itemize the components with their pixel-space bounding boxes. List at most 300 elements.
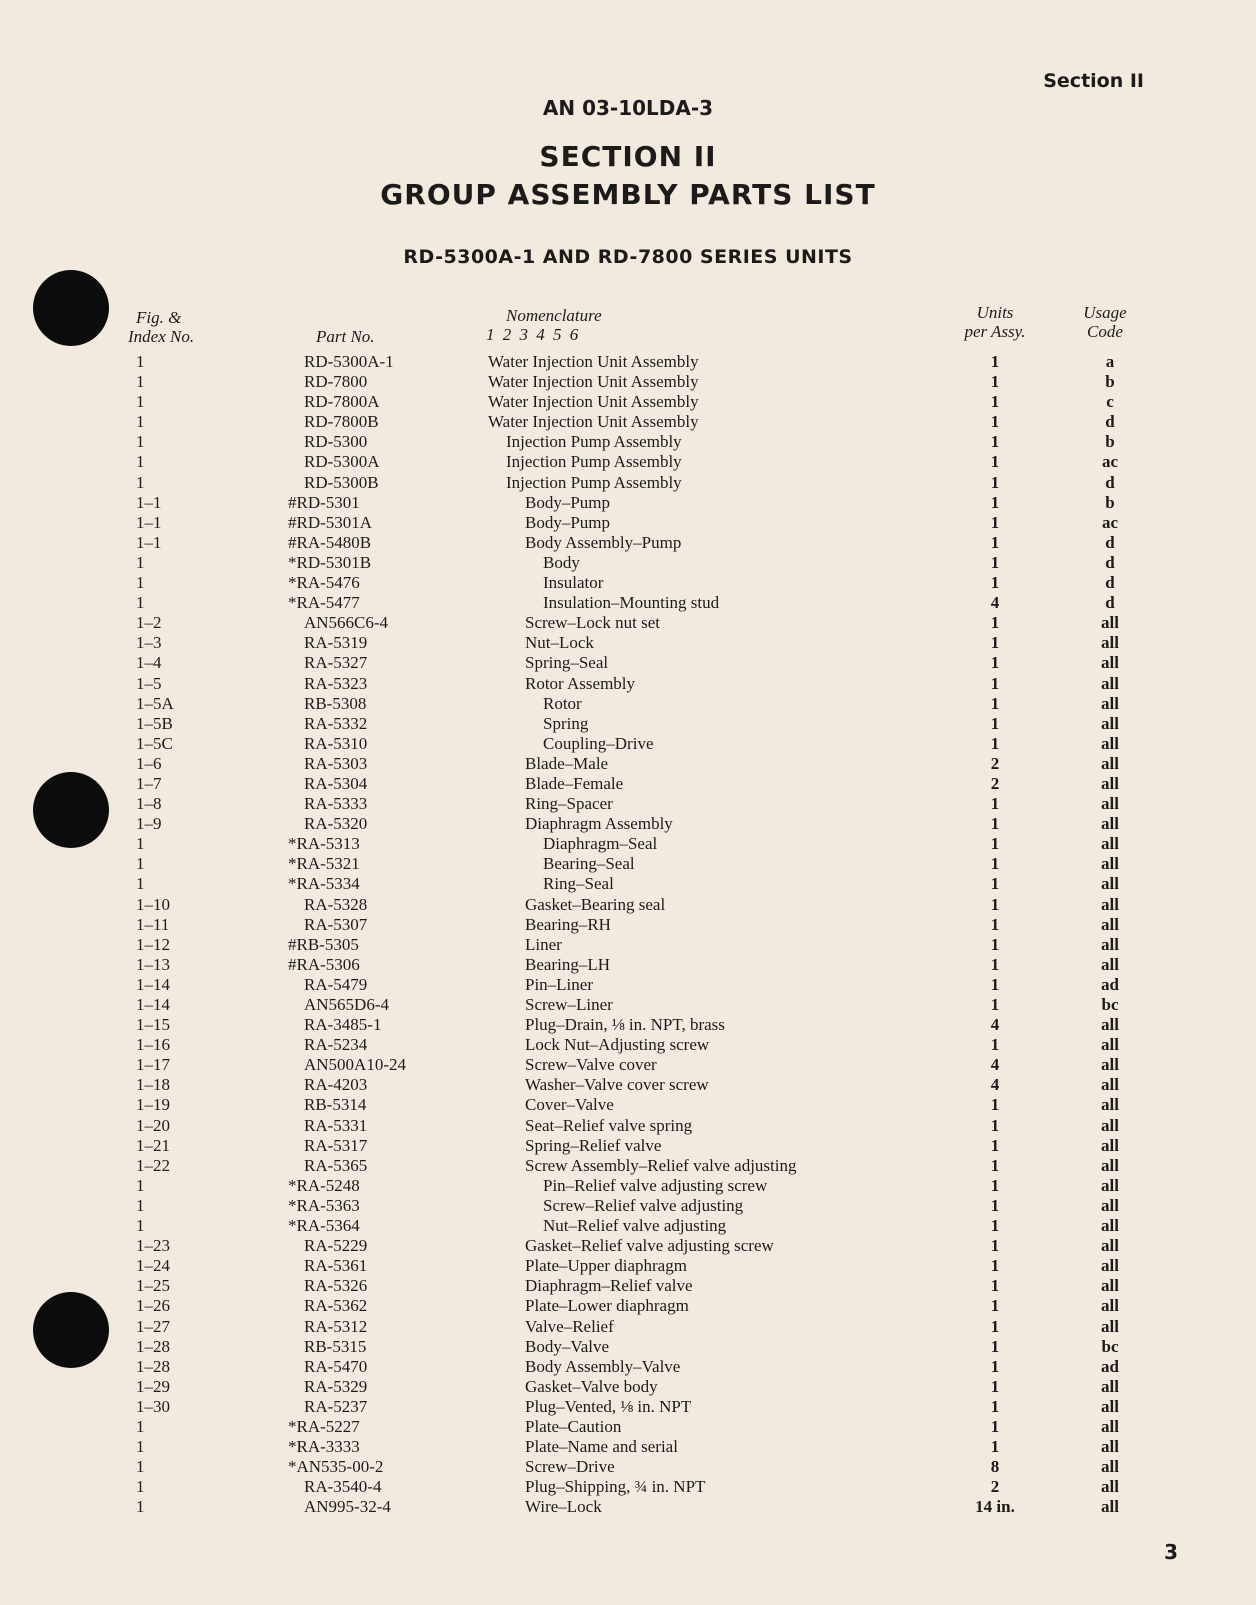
index-number: 1–13 — [136, 954, 170, 974]
index-number: 1–23 — [136, 1236, 170, 1256]
usage-code: all — [1101, 1015, 1119, 1035]
nomenclature: Valve–Relief — [525, 1316, 614, 1336]
units-per-assembly: 1 — [990, 1236, 1000, 1256]
usage-code: d — [1105, 552, 1115, 572]
index-number: 1–25 — [136, 1276, 170, 1296]
usage-code: all — [1101, 914, 1119, 934]
units-per-assembly: 1 — [990, 1316, 1000, 1336]
nomenclature: Body–Pump — [525, 492, 611, 512]
usage-code: all — [1101, 1115, 1119, 1135]
part-number: RA-4203 — [304, 1075, 368, 1095]
units-per-assembly: 1 — [990, 894, 1000, 914]
nomenclature: Body — [543, 552, 580, 572]
index-number: 1 — [136, 412, 145, 432]
nomenclature: Washer–Valve cover screw — [525, 1075, 709, 1095]
units-per-assembly: 1 — [990, 733, 1000, 753]
part-number: *RA-5364 — [288, 1216, 360, 1236]
column-header-units — [955, 303, 1035, 341]
nomenclature: Body–Pump — [525, 512, 611, 532]
usage-code: all — [1101, 613, 1119, 633]
units-per-assembly: 8 — [990, 1457, 1000, 1477]
nomenclature: Insulation–Mounting stud — [543, 593, 720, 613]
units-per-assembly: 1 — [990, 412, 1000, 432]
usage-code: all — [1101, 1457, 1119, 1477]
part-number: RA-5304 — [304, 773, 368, 793]
index-number: 1 — [136, 452, 145, 472]
usage-code: bc — [1101, 1336, 1119, 1356]
units-per-assembly: 1 — [990, 432, 1000, 452]
units-per-assembly: 1 — [990, 532, 1000, 552]
nomenclature: Plate–Name and serial — [525, 1437, 678, 1457]
table-row — [0, 955, 1256, 975]
units-per-assembly: 1 — [990, 693, 1000, 713]
part-number: RA-5320 — [304, 814, 368, 834]
table-row — [0, 1196, 1256, 1216]
nomenclature: Bearing–RH — [525, 914, 611, 934]
units-per-assembly: 4 — [990, 1055, 1000, 1075]
table-row — [0, 1116, 1256, 1136]
usage-code: all — [1101, 874, 1119, 894]
usage-code: all — [1101, 1396, 1119, 1416]
index-number: 1–22 — [136, 1155, 170, 1175]
table-row — [0, 1477, 1256, 1497]
nomenclature: Plug–Drain, ⅛ in. NPT, brass — [525, 1015, 725, 1035]
index-number: 1 — [136, 1175, 145, 1195]
index-number: 1–29 — [136, 1376, 170, 1396]
table-row — [0, 1357, 1256, 1377]
table-row — [0, 613, 1256, 633]
usage-code: all — [1101, 1236, 1119, 1256]
units-per-assembly: 2 — [990, 753, 1000, 773]
usage-code: all — [1101, 1155, 1119, 1175]
part-number: #RA-5306 — [288, 954, 360, 974]
part-number: RA-5310 — [304, 733, 368, 753]
part-number: RA-5331 — [304, 1115, 368, 1135]
nomenclature: Screw–Liner — [525, 995, 613, 1014]
table-row — [0, 1216, 1256, 1236]
usage-code: all — [1101, 733, 1119, 753]
table-row — [0, 714, 1256, 734]
header-line: Index No. — [128, 327, 195, 346]
nomenclature: Pin–Liner — [525, 974, 593, 994]
nomenclature: Rotor Assembly — [525, 673, 636, 693]
nomenclature: Screw–Lock nut set — [525, 613, 661, 633]
nomenclature: Plug–Shipping, ¾ in. NPT — [525, 1477, 706, 1497]
usage-code: all — [1101, 753, 1119, 773]
index-number: 1–17 — [136, 1055, 170, 1075]
units-per-assembly: 1 — [990, 794, 1000, 814]
usage-code: all — [1101, 1477, 1119, 1497]
nomenclature: Gasket–Bearing seal — [525, 894, 666, 914]
usage-code: all — [1101, 1135, 1119, 1155]
nomenclature: Diaphragm–Relief valve — [525, 1276, 693, 1296]
usage-code: all — [1101, 653, 1119, 673]
table-row — [0, 814, 1256, 834]
units-per-assembly: 1 — [990, 1095, 1000, 1115]
table-row — [0, 674, 1256, 694]
part-number: *RA-5363 — [288, 1195, 360, 1215]
index-number: 1–5B — [136, 713, 173, 733]
usage-code: all — [1101, 773, 1119, 793]
table-row — [0, 1095, 1256, 1115]
index-number: 1 — [136, 593, 145, 613]
usage-code: all — [1101, 1296, 1119, 1316]
index-number: 1–27 — [136, 1316, 170, 1336]
nomenclature: Rotor — [543, 693, 582, 713]
table-row — [0, 372, 1256, 392]
header-line: Units — [976, 303, 1014, 322]
table-row — [0, 1276, 1256, 1296]
nomenclature: Insulator — [543, 573, 604, 593]
table-row — [0, 915, 1256, 935]
nomenclature: Plug–Vented, ⅛ in. NPT — [525, 1396, 692, 1416]
index-number: 1 — [136, 874, 145, 894]
index-number: 1 — [136, 372, 145, 392]
usage-code: all — [1101, 1316, 1119, 1336]
section-tag: Section II — [1043, 70, 1144, 92]
units-per-assembly: 1 — [990, 1115, 1000, 1135]
index-number: 1 — [136, 1216, 145, 1236]
usage-code: all — [1101, 693, 1119, 713]
units-per-assembly: 1 — [990, 1296, 1000, 1316]
table-row — [0, 1256, 1256, 1276]
part-number: RA-5362 — [304, 1296, 368, 1316]
table-row — [0, 473, 1256, 493]
part-number: RD-7800B — [304, 412, 379, 432]
index-number: 1 — [136, 1457, 145, 1477]
index-number: 1–21 — [136, 1135, 170, 1155]
part-number: RA-5229 — [304, 1236, 368, 1256]
usage-code: all — [1101, 1216, 1119, 1236]
usage-code: all — [1101, 814, 1119, 834]
part-number: RA-5303 — [304, 753, 368, 773]
units-per-assembly: 1 — [990, 1336, 1000, 1356]
nomenclature: Water Injection Unit Assembly — [488, 392, 699, 412]
units-per-assembly: 1 — [990, 573, 1000, 593]
units-per-assembly: 1 — [990, 934, 1000, 954]
table-row — [0, 1437, 1256, 1457]
nomenclature: Nut–Lock — [525, 633, 594, 653]
units-per-assembly: 14 in. — [975, 1497, 1015, 1517]
nomenclature: Pin–Relief valve adjusting screw — [543, 1175, 768, 1195]
units-per-assembly: 1 — [990, 974, 1000, 994]
index-number: 1 — [136, 472, 145, 492]
usage-code: all — [1101, 1437, 1119, 1457]
index-number: 1–1 — [136, 512, 162, 532]
usage-code: all — [1101, 1195, 1119, 1215]
table-row — [0, 1337, 1256, 1357]
table-row — [0, 895, 1256, 915]
part-number: RA-5332 — [304, 713, 368, 733]
units-per-assembly: 1 — [990, 653, 1000, 673]
index-number: 1 — [136, 352, 145, 371]
usage-code: d — [1105, 593, 1115, 613]
units-per-assembly: 1 — [990, 1135, 1000, 1155]
part-number: RA-5328 — [304, 894, 368, 914]
table-row — [0, 452, 1256, 472]
usage-code: all — [1101, 713, 1119, 733]
index-number: 1–2 — [136, 613, 162, 633]
part-number: RB-5314 — [304, 1095, 367, 1115]
part-number: #RB-5305 — [288, 934, 359, 954]
nomenclature: Spring — [543, 713, 589, 733]
part-number: RA-5323 — [304, 673, 368, 693]
table-row — [0, 392, 1256, 412]
units-per-assembly: 1 — [990, 372, 1000, 392]
index-number: 1 — [136, 1477, 145, 1497]
table-row — [0, 1377, 1256, 1397]
document-number: AN 03-10LDA-3 — [542, 96, 714, 120]
part-number: *RA-5477 — [288, 593, 360, 613]
table-row — [0, 593, 1256, 613]
index-number: 1 — [136, 834, 145, 854]
index-number: 1–28 — [136, 1356, 170, 1376]
table-row — [0, 1497, 1256, 1517]
index-number: 1–4 — [136, 653, 162, 673]
header-line: Code — [1087, 322, 1123, 341]
nomenclature: Plate–Lower diaphragm — [525, 1296, 689, 1316]
part-number: #RA-5480B — [288, 532, 372, 552]
nomenclature: Ring–Spacer — [525, 794, 613, 814]
units-per-assembly: 1 — [990, 472, 1000, 492]
nomenclature: Gasket–Relief valve adjusting screw — [525, 1236, 774, 1256]
index-number: 1 — [136, 1195, 145, 1215]
usage-code: all — [1101, 1035, 1119, 1055]
units-per-assembly: 1 — [990, 552, 1000, 572]
part-number: RA-5319 — [304, 633, 368, 653]
usage-code: all — [1101, 854, 1119, 874]
nomenclature: Coupling–Drive — [543, 733, 654, 753]
part-number: *RA-5476 — [288, 573, 360, 593]
units-per-assembly: 1 — [990, 392, 1000, 412]
table-row — [0, 1397, 1256, 1417]
nomenclature: Injection Pump Assembly — [506, 472, 682, 492]
usage-code: c — [1106, 392, 1114, 412]
usage-code: all — [1101, 673, 1119, 693]
part-number: RB-5315 — [304, 1336, 367, 1356]
part-number: RA-3485-1 — [304, 1015, 382, 1035]
nomenclature: Ring–Seal — [543, 874, 614, 894]
part-number: RA-5361 — [304, 1256, 368, 1276]
usage-code: bc — [1101, 995, 1119, 1014]
nomenclature: Gasket–Valve body — [525, 1376, 658, 1396]
index-number: 1–8 — [136, 794, 162, 814]
nomenclature: Screw–Relief valve adjusting — [543, 1195, 744, 1215]
units-per-assembly: 1 — [990, 452, 1000, 472]
units-per-assembly: 1 — [990, 995, 1000, 1014]
units-per-assembly: 1 — [990, 1416, 1000, 1436]
units-per-assembly: 1 — [990, 1376, 1000, 1396]
page-number: 3 — [1164, 1540, 1178, 1564]
table-row — [0, 493, 1256, 513]
index-number: 1–5C — [136, 733, 173, 753]
units-per-assembly: 1 — [990, 1256, 1000, 1276]
nomenclature: Diaphragm Assembly — [525, 814, 673, 834]
usage-code: d — [1105, 532, 1115, 552]
table-row — [0, 754, 1256, 774]
header-line: per Assy. — [964, 322, 1026, 341]
part-number: RA-5234 — [304, 1035, 368, 1055]
section-title: SECTION II — [539, 140, 717, 173]
index-number: 1–10 — [136, 894, 170, 914]
units-per-assembly: 1 — [990, 1195, 1000, 1215]
nomenclature: Water Injection Unit Assembly — [488, 352, 699, 371]
usage-code: all — [1101, 834, 1119, 854]
index-number: 1 — [136, 552, 145, 572]
index-number: 1–30 — [136, 1396, 170, 1416]
part-number: RD-5300A — [304, 452, 380, 472]
units-per-assembly: 1 — [990, 1276, 1000, 1296]
table-row — [0, 1075, 1256, 1095]
units-per-assembly: 1 — [990, 613, 1000, 633]
units-per-assembly: 2 — [990, 1477, 1000, 1497]
part-number: *RA-5334 — [288, 874, 360, 894]
table-row — [0, 553, 1256, 573]
header-line: Nomenclature — [506, 306, 602, 325]
usage-code: all — [1101, 1175, 1119, 1195]
table-row — [0, 1156, 1256, 1176]
part-number: RA-3540-4 — [304, 1477, 382, 1497]
table-row — [0, 573, 1256, 593]
subtitle: RD-5300A-1 AND RD-7800 SERIES UNITS — [403, 246, 853, 268]
index-number: 1–12 — [136, 934, 170, 954]
column-header-usage — [1075, 303, 1135, 341]
index-number: 1 — [136, 432, 145, 452]
nomenclature: Plate–Upper diaphragm — [525, 1256, 687, 1276]
units-per-assembly: 1 — [990, 713, 1000, 733]
units-per-assembly: 1 — [990, 874, 1000, 894]
table-row — [0, 653, 1256, 673]
index-number: 1–20 — [136, 1115, 170, 1135]
table-row — [0, 854, 1256, 874]
part-number: #RD-5301 — [288, 492, 360, 512]
units-per-assembly: 1 — [990, 512, 1000, 532]
part-number: RA-5333 — [304, 794, 368, 814]
nomenclature: Lock Nut–Adjusting screw — [525, 1035, 710, 1055]
usage-code: d — [1105, 573, 1115, 593]
table-row — [0, 935, 1256, 955]
index-number: 1–5 — [136, 673, 162, 693]
units-per-assembly: 1 — [990, 834, 1000, 854]
nomenclature: Blade–Female — [525, 773, 624, 793]
part-number: RD-5300A-1 — [304, 352, 394, 371]
index-number: 1 — [136, 392, 145, 412]
table-row — [0, 834, 1256, 854]
units-per-assembly: 1 — [990, 352, 1000, 371]
table-row — [0, 352, 1256, 372]
table-row — [0, 1317, 1256, 1337]
part-number: RA-5312 — [304, 1316, 368, 1336]
table-row — [0, 412, 1256, 432]
index-number: 1–1 — [136, 492, 162, 512]
part-number: AN565D6-4 — [304, 995, 389, 1014]
units-per-assembly: 1 — [990, 854, 1000, 874]
index-number: 1–16 — [136, 1035, 170, 1055]
units-per-assembly: 4 — [990, 593, 1000, 613]
index-number: 1–1 — [136, 532, 162, 552]
nomenclature: Screw–Drive — [525, 1457, 615, 1477]
index-number: 1–15 — [136, 1015, 170, 1035]
units-per-assembly: 1 — [990, 1396, 1000, 1416]
units-per-assembly: 4 — [990, 1075, 1000, 1095]
nomenclature: Screw–Valve cover — [525, 1055, 657, 1075]
index-number: 1–3 — [136, 633, 162, 653]
index-number: 1–7 — [136, 773, 162, 793]
part-number: RB-5308 — [304, 693, 367, 713]
table-row — [0, 975, 1256, 995]
part-number: AN500A10-24 — [304, 1055, 406, 1075]
nomenclature: Seat–Relief valve spring — [525, 1115, 693, 1135]
table-row — [0, 1176, 1256, 1196]
table-row — [0, 432, 1256, 452]
part-number: *RA-5227 — [288, 1416, 360, 1436]
nomenclature: Bearing–LH — [525, 954, 610, 974]
table-row — [0, 774, 1256, 794]
units-per-assembly: 1 — [990, 673, 1000, 693]
usage-code: a — [1105, 352, 1115, 371]
usage-code: all — [1101, 934, 1119, 954]
part-number: RA-5479 — [304, 974, 368, 994]
units-per-assembly: 1 — [990, 814, 1000, 834]
part-number: *AN535-00-2 — [288, 1457, 384, 1477]
usage-code: all — [1101, 894, 1119, 914]
header-line: Fig. & — [136, 308, 182, 327]
table-row — [0, 874, 1256, 894]
nomenclature: Wire–Lock — [525, 1497, 602, 1517]
part-number: *RA-5313 — [288, 834, 360, 854]
nomenclature: Plate–Caution — [525, 1416, 622, 1436]
usage-code: ad — [1101, 1356, 1119, 1376]
usage-code: d — [1105, 472, 1115, 492]
units-per-assembly: 4 — [990, 1015, 1000, 1035]
usage-code: ad — [1101, 974, 1119, 994]
usage-code: d — [1105, 412, 1115, 432]
column-header-part: Part No. — [316, 327, 375, 346]
index-number: 1–26 — [136, 1296, 170, 1316]
nomenclature: Body Assembly–Valve — [525, 1356, 681, 1376]
nomenclature: Water Injection Unit Assembly — [488, 372, 699, 392]
part-number: *RA-5321 — [288, 854, 360, 874]
nomenclature: Spring–Relief valve — [525, 1135, 662, 1155]
index-number: 1–6 — [136, 753, 162, 773]
units-per-assembly: 2 — [990, 773, 1000, 793]
usage-code: all — [1101, 954, 1119, 974]
nomenclature: Bearing–Seal — [543, 854, 635, 874]
nomenclature: Injection Pump Assembly — [506, 452, 682, 472]
nomenclature: Injection Pump Assembly — [506, 432, 682, 452]
index-number: 1 — [136, 854, 145, 874]
table-row — [0, 794, 1256, 814]
part-number: *RD-5301B — [288, 552, 372, 572]
units-per-assembly: 1 — [990, 954, 1000, 974]
nomenclature: Liner — [525, 934, 562, 954]
units-per-assembly: 1 — [990, 1155, 1000, 1175]
index-number: 1–11 — [136, 914, 170, 934]
usage-code: all — [1101, 1416, 1119, 1436]
index-number: 1–5A — [136, 693, 174, 713]
page-title: GROUP ASSEMBLY PARTS LIST — [380, 178, 876, 211]
usage-code: all — [1101, 1095, 1119, 1115]
header-line: 1 2 3 4 5 6 — [486, 325, 581, 344]
units-per-assembly: 1 — [990, 492, 1000, 512]
part-number: RD-5300B — [304, 472, 379, 492]
table-row — [0, 1236, 1256, 1256]
units-per-assembly: 1 — [990, 1175, 1000, 1195]
part-number: RD-7800 — [304, 372, 368, 392]
table-row — [0, 1417, 1256, 1437]
usage-code: ac — [1101, 452, 1119, 472]
part-number: *RA-5248 — [288, 1175, 360, 1195]
